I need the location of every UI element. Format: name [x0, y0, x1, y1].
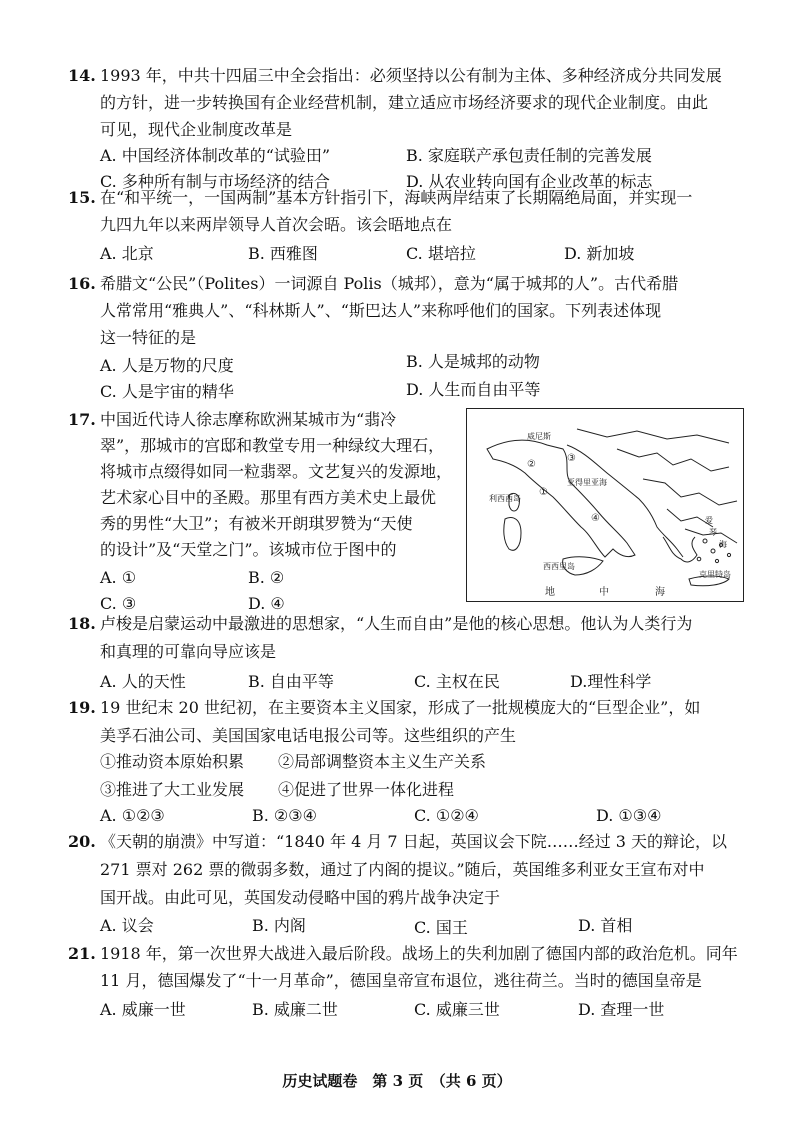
map-label-crete: 克里特岛 — [699, 570, 731, 579]
question-text: 艺术家心目中的圣殿。那里有西方美术史上最优 — [100, 488, 437, 507]
option-c[interactable]: C. 国王 — [414, 918, 468, 937]
question-number: 19. — [68, 698, 96, 717]
question-text: 11 月，德国爆发了“十一月革命”，德国皇帝宣布退位，逃往荷兰。当时的德国皇帝是 — [100, 971, 702, 990]
option-c[interactable]: C. 堪培拉 — [406, 244, 476, 263]
map-label-aegean-2: 琴 — [709, 528, 717, 537]
option-a[interactable]: A. 议会 — [100, 916, 154, 935]
question-text: 美孚石油公司、美国国家电话电报公司等。这些组织的产生 — [100, 726, 517, 745]
question-number: 14. — [68, 66, 96, 85]
option-d[interactable]: D. ④ — [248, 594, 285, 613]
option-c[interactable]: C. ③ — [100, 594, 137, 613]
option-d[interactable]: D.理性科学 — [570, 672, 652, 691]
option-b[interactable]: B. ②③④ — [252, 806, 317, 825]
option-a[interactable]: A. 北京 — [100, 244, 154, 263]
option-b[interactable]: B. ② — [248, 568, 285, 587]
question-text: 卢梭是启蒙运动中最激进的思想家，“人生而自由”是他的核心思想。他认为人类行为 — [100, 614, 693, 633]
option-b[interactable]: B. 内阁 — [252, 916, 306, 935]
option-d[interactable]: D. 人生而自由平等 — [406, 380, 541, 399]
question-number: 16. — [68, 274, 96, 293]
question-text: 九四九年以来两岸领导人首次会晤。该会晤地点在 — [100, 215, 453, 234]
question-number: 20. — [68, 832, 96, 851]
option-d[interactable]: D. 新加坡 — [564, 244, 635, 263]
statement-3: ③推进了大工业发展 — [100, 780, 245, 799]
option-d[interactable]: D. 首相 — [578, 916, 633, 935]
italy-balkans-map — [466, 408, 744, 602]
map-marker-4: ④ — [591, 513, 600, 524]
option-d[interactable]: D. ①③④ — [596, 806, 662, 825]
option-a[interactable]: A. 人的天性 — [100, 672, 186, 691]
option-c[interactable]: C. 主权在民 — [414, 672, 500, 691]
question-text: 国开战。由此可见，英国发动侵略中国的鸦片战争决定于 — [100, 888, 501, 907]
question-text: 《天朝的崩溃》中写道：“1840 年 4 月 7 日起，英国议会下院……经过 3 天的辩论，以 — [100, 832, 728, 851]
option-a[interactable]: A. 人是万物的尺度 — [100, 356, 234, 375]
option-c[interactable]: C. 威廉三世 — [414, 1000, 500, 1019]
question-text: 可见，现代企业制度改革是 — [100, 120, 293, 139]
map-label-venice: 威尼斯 — [527, 432, 551, 441]
option-d[interactable]: D. 查理一世 — [578, 1000, 665, 1019]
map-label-aegean-3: 海 — [719, 540, 727, 549]
option-c[interactable]: C. ①②④ — [414, 806, 479, 825]
map-label-island: 利西西岛 — [489, 494, 521, 503]
option-b[interactable]: B. 威廉二世 — [252, 1000, 338, 1019]
option-c[interactable]: C. 多种所有制与市场经济的结合 — [100, 172, 330, 191]
map-label-aegean-1: 爱 — [705, 516, 713, 525]
statement-2: ②局部调整资本主义生产关系 — [278, 752, 487, 771]
page-footer: 历史试题卷 第 3 页 （共 6 页） — [282, 1072, 512, 1090]
question-text: 这一特征的是 — [100, 328, 197, 347]
map-sea-3: 海 — [655, 587, 665, 598]
map-sea-2: 中 — [599, 587, 609, 598]
question-number: 17. — [68, 410, 96, 429]
option-a[interactable]: A. ① — [100, 568, 137, 587]
question-text: 19 世纪末 20 世纪初，在主要资本主义国家，形成了一批规模庞大的“巨型企业”，如 — [100, 698, 701, 717]
question-text: 的方针，进一步转换国有企业经营机制，建立适应市场经济要求的现代企业制度。由此 — [100, 93, 709, 112]
question-text: 271 票对 262 票的微弱多数，通过了内阁的提议。”随后，英国维多利亚女王宣布对中 — [100, 860, 705, 879]
option-b[interactable]: B. 西雅图 — [248, 244, 318, 263]
option-b[interactable]: B. 家庭联产承包责任制的完善发展 — [406, 146, 652, 165]
question-text: 的设计”及“天堂之门”。该城市位于图中的 — [100, 540, 397, 559]
question-text: 1918 年，第一次世界大战进入最后阶段。战场上的失利加剧了德国内部的政治危机。同年 — [100, 944, 738, 963]
option-b[interactable]: B. 人是城邦的动物 — [406, 352, 540, 371]
question-number: 15. — [68, 188, 96, 207]
question-text: 和真理的可靠向导应该是 — [100, 642, 277, 661]
question-text: 将城市点缀得如同一粒翡翠。文艺复兴的发源地， — [100, 462, 453, 481]
map-label-sicily: 西西里岛 — [543, 562, 575, 571]
map-marker-1: ① — [539, 487, 548, 498]
map-drawing — [467, 409, 743, 601]
question-text: 翠”，那城市的宫邸和教堂专用一种绿纹大理石， — [100, 436, 445, 455]
map-marker-2: ② — [527, 459, 536, 470]
question-text: 人常常用“雅典人”、“科林斯人”、“斯巴达人”来称呼他们的国家。下列表述体现 — [100, 301, 662, 320]
option-a[interactable]: A. 中国经济体制改革的“试验田” — [100, 146, 331, 165]
question-text: 1993 年，中共十四届三中全会指出：必须坚持以公有制为主体、多种经济成分共同发展 — [100, 66, 722, 85]
question-text: 希腊文“公民”（Polites）一词源自 Polis（城邦），意为“属于城邦的人”。古代希腊 — [100, 274, 679, 293]
option-a[interactable]: A. 威廉一世 — [100, 1000, 186, 1019]
option-d[interactable]: D. 从农业转向国有企业改革的标志 — [406, 172, 653, 191]
question-text: 秀的男性“大卫”；有被米开朗琪罗赞为“天使 — [100, 514, 413, 533]
option-c[interactable]: C. 人是宇宙的精华 — [100, 382, 234, 401]
map-marker-3: ③ — [567, 453, 576, 464]
map-label-adriatic: 亚得里亚海 — [567, 478, 607, 487]
question-text: 中国近代诗人徐志摩称欧洲某城市为“翡冷 — [100, 410, 397, 429]
question-number: 21. — [68, 944, 96, 963]
question-text: 在“和平统一，一国两制”基本方针指引下，海峡两岸结束了长期隔绝局面，并实现一 — [100, 188, 693, 207]
statement-4: ④促进了世界一体化进程 — [278, 780, 455, 799]
question-number: 18. — [68, 614, 96, 633]
statement-1: ①推动资本原始积累 — [100, 752, 245, 771]
map-sea-1: 地 — [545, 587, 555, 598]
option-b[interactable]: B. 自由平等 — [248, 672, 334, 691]
option-a[interactable]: A. ①②③ — [100, 806, 165, 825]
